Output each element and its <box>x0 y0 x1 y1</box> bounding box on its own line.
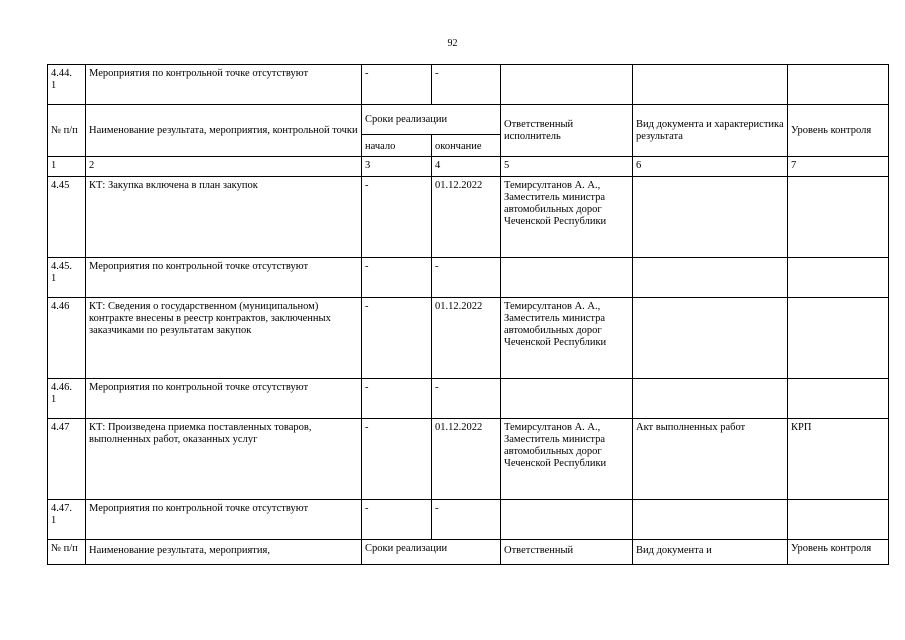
cell-name: Мероприятия по контрольной точке отсутствуют <box>86 379 362 419</box>
bottom-header-level: Уровень контроля <box>788 540 889 565</box>
bottom-header-responsible: Ответственный <box>501 540 633 565</box>
cell-end: - <box>432 379 501 419</box>
table-row <box>48 65 889 105</box>
cell-level <box>788 258 889 298</box>
bottom-header-num: № п/п <box>48 540 86 565</box>
cell-name: Мероприятия по контрольной точке отсутствуют <box>86 258 362 298</box>
cell-resp: Темирсултанов А. А., Заместитель министра автомобильных дорог Чеченской Республики <box>501 177 633 258</box>
table-row <box>48 419 889 500</box>
cell-num: 4.46 <box>48 298 86 379</box>
cell-end: 01.12.2022 <box>432 298 501 379</box>
table-row <box>48 177 889 258</box>
cell-resp: Темирсултанов А. А., Заместитель министра автомобильных дорог Чеченской Республики <box>501 419 633 500</box>
cell-name: КТ: Сведения о государственном (муниципальном) контракте внесены в реестр контрактов, заключенных заказчиками по результатам закупок <box>86 298 362 379</box>
cell-doc: Акт выполненных работ <box>633 419 788 500</box>
cell-level <box>788 379 889 419</box>
cell-num: 4.47. 1 <box>48 500 86 540</box>
cell-start: - <box>362 419 432 500</box>
header-end: окончание <box>432 135 501 157</box>
header-document: Вид документа и характеристика результата <box>633 105 788 157</box>
cell-start: - <box>362 177 432 258</box>
header-terms: Сроки реализации <box>362 105 501 135</box>
cell-name: КТ: Произведена приемка поставленных товаров, выполненных работ, оказанных услуг <box>86 419 362 500</box>
page-number: 92 <box>447 38 458 49</box>
cell-start: - <box>362 258 432 298</box>
index-cell: 1 <box>48 157 86 177</box>
table-row <box>48 298 889 379</box>
index-cell: 7 <box>788 157 889 177</box>
table-row <box>48 379 889 419</box>
cell-end: 01.12.2022 <box>432 177 501 258</box>
cell-name: КТ: Закупка включена в план закупок <box>86 177 362 258</box>
bottom-header-document: Вид документа и <box>633 540 788 565</box>
cell-start: - <box>362 500 432 540</box>
cell-level <box>788 177 889 258</box>
cell-doc <box>633 258 788 298</box>
cell-doc <box>633 500 788 540</box>
header-name: Наименование результата, мероприятия, контрольной точки <box>86 105 362 157</box>
index-cell: 5 <box>501 157 633 177</box>
cell-end: 01.12.2022 <box>432 419 501 500</box>
table-row <box>48 500 889 540</box>
header-num: № п/п <box>48 105 86 157</box>
cell-name: Мероприятия по контрольной точке отсутствуют <box>86 65 362 105</box>
cell-end: - <box>432 65 501 105</box>
cell-resp: Темирсултанов А. А., Заместитель министра автомобильных дорог Чеченской Республики <box>501 298 633 379</box>
cell-name: Мероприятия по контрольной точке отсутствуют <box>86 500 362 540</box>
cell-resp <box>501 258 633 298</box>
bottom-header-terms: Сроки реализации <box>362 540 501 565</box>
cell-end: - <box>432 500 501 540</box>
cell-level <box>788 65 889 105</box>
header-level: Уровень контроля <box>788 105 889 157</box>
plan-table <box>47 64 889 565</box>
bottom-header-row <box>48 540 889 565</box>
header-responsible: Ответственный исполнитель <box>501 105 633 157</box>
cell-doc <box>633 298 788 379</box>
cell-doc <box>633 379 788 419</box>
cell-level <box>788 298 889 379</box>
table-row <box>48 258 889 298</box>
index-cell: 4 <box>432 157 501 177</box>
cell-resp <box>501 500 633 540</box>
cell-level: КРП <box>788 419 889 500</box>
cell-start: - <box>362 298 432 379</box>
cell-doc <box>633 65 788 105</box>
cell-resp <box>501 65 633 105</box>
index-cell: 6 <box>633 157 788 177</box>
cell-num: 4.47 <box>48 419 86 500</box>
cell-doc <box>633 177 788 258</box>
header-start: начало <box>362 135 432 157</box>
cell-num: 4.45 <box>48 177 86 258</box>
index-row <box>48 157 889 177</box>
index-cell: 2 <box>86 157 362 177</box>
cell-num: 4.45. 1 <box>48 258 86 298</box>
cell-level <box>788 500 889 540</box>
index-cell: 3 <box>362 157 432 177</box>
cell-num: 4.46. 1 <box>48 379 86 419</box>
cell-resp <box>501 379 633 419</box>
cell-end: - <box>432 258 501 298</box>
cell-start: - <box>362 379 432 419</box>
cell-start: - <box>362 65 432 105</box>
bottom-header-name: Наименование результата, мероприятия, <box>86 540 362 565</box>
cell-num: 4.44. 1 <box>48 65 86 105</box>
table-header-row <box>48 105 889 135</box>
